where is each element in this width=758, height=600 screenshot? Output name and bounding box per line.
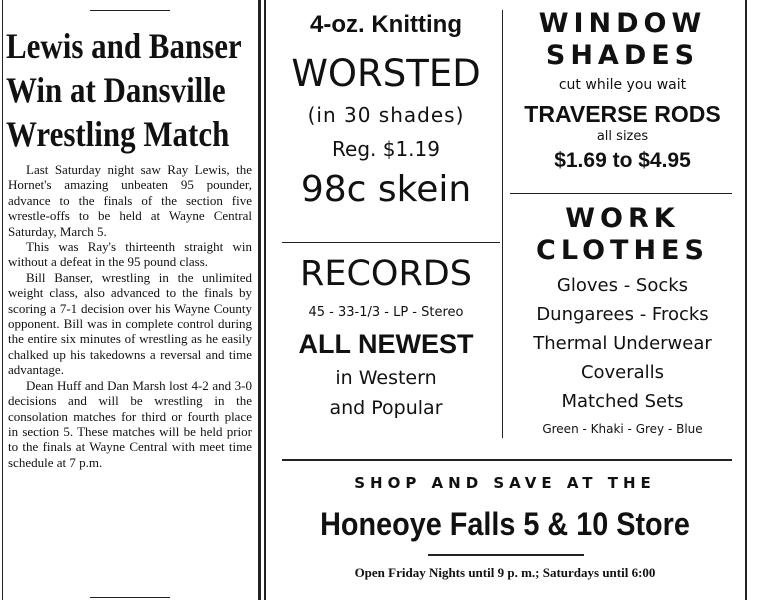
article-paragraph: Dean Huff and Dan Marsh lost 4-2 and 3-0 decisions and will be wrestling in the consolation matches for third or fourth place in section 5. These matches will be held prior to the finals at Wayne Central with meet time schedule at 7 p.m. [8,377,252,470]
records-genre-line2: and Popular [329,397,443,419]
left-column-rule [2,0,3,600]
worsted-shades-count: (in 30 shades) [307,103,465,127]
ad-inner-vertical-rule [502,10,503,438]
records-title: RECORDS [300,254,472,294]
article-end-rule [90,597,170,598]
footer-top-rule [282,459,732,461]
worsted-regular-price: Reg. $1.19 [332,137,440,161]
clothes-colors: Green - Khaki - Grey - Blue [542,422,703,436]
records-ad [270,252,502,423]
worsted-records-divider [282,242,500,243]
article-paragraph: Last Saturday night saw Ray Lewis, the Hornet's amazing unbeaten 95 pounder, advance to the finals of the section five wrestle-offs to be held at Wayne Central Saturday, March 5. [8,162,252,239]
traverse-rods-title: TRAVERSE RODS [524,101,721,127]
store-underline-rule [428,554,584,556]
clothes-title-line1: WORK [565,203,680,234]
clothes-item: Thermal Underwear [533,333,712,354]
clothes-item: Matched Sets [561,391,684,412]
clothes-title-line2: CLOTHES [536,235,709,266]
headline-rule [90,10,170,11]
worsted-weight-label: 4-oz. Knitting [310,11,462,38]
records-formats: 45 - 33-1/3 - LP - Stereo [308,305,464,320]
shades-clothes-divider [510,193,732,194]
shades-title-line2: SHADES [545,40,700,71]
column-divider [258,0,261,600]
store-hours: Open Friday Nights until 9 p. m.; Saturdays until 6:00 [354,565,656,580]
article-paragraph: Bill Banser, wrestling in the unlimited weight class, also advanced to the finals by scoring a 7-1 decision over his Wayne County opponent. Bill was in complete control during the entire six minutes of wrestling as he easily chalked up his takedowns a reversal and time advantage. [8,269,252,378]
ad-border-left [264,0,266,600]
shades-title-line1: WINDOW [538,8,707,39]
clothes-item: Gloves - Socks [556,275,689,296]
shades-service: cut while you wait [558,77,687,93]
article-body [8,162,252,470]
records-genre-line1: in Western [335,367,437,389]
article-headline [6,24,252,156]
headline-line: Lewis and Banser [6,26,242,66]
worsted-ad [270,8,502,212]
records-all-newest: ALL NEWEST [298,329,474,359]
store-name: Honeoye Falls 5 & 10 Store [320,506,690,542]
headline-line: Win at Dansville [6,70,226,110]
clothes-item: Coveralls [580,362,665,383]
traverse-rods-price: $1.69 to $4.95 [554,149,691,172]
footer-slogan: SHOP AND SAVE AT THE [354,474,656,492]
shades-ad [505,8,740,176]
worsted-sale-price: 98c skein [300,169,472,210]
clothes-item: Dungarees - Frocks [536,304,709,325]
ad-border-right [745,0,747,600]
article-paragraph: This was Ray's thirteenth straight win without a defeat in the 95 pound class. [8,239,252,270]
traverse-rods-sizes: all sizes [596,129,649,144]
work-clothes-ad [505,203,740,442]
headline-line: Wrestling Match [6,114,230,154]
worsted-title: WORSTED [291,52,481,95]
